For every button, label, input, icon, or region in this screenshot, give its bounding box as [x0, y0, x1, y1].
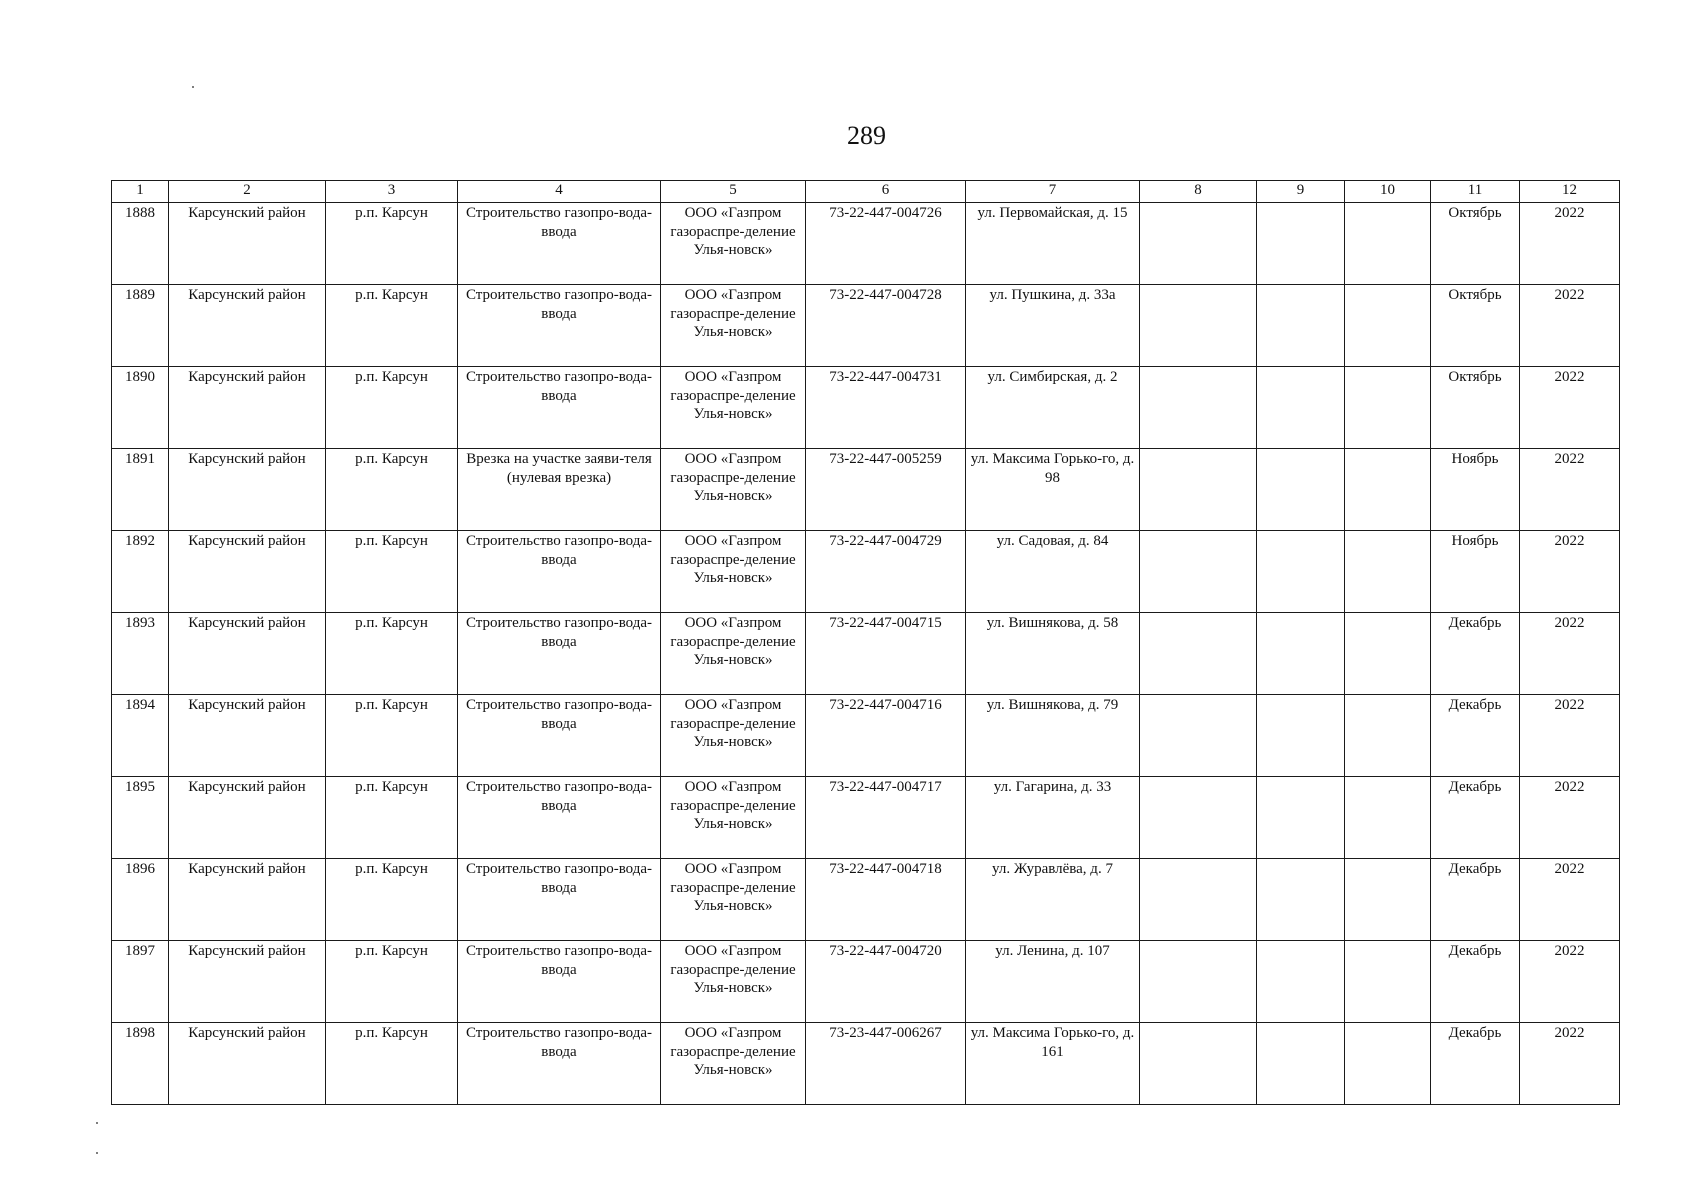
column-9-cell [1257, 941, 1345, 1023]
settlement-cell: р.п. Карсун [326, 695, 458, 777]
cadastral-number-cell: 73-22-447-004720 [806, 941, 966, 1023]
table-row [112, 777, 1620, 859]
column-10-cell [1345, 859, 1431, 941]
year-cell: 2022 [1520, 203, 1620, 285]
column-9-cell [1257, 203, 1345, 285]
column-header: 6 [806, 181, 966, 203]
address-cell: ул. Максима Горько-го, д. 98 [966, 449, 1140, 531]
month-cell: Декабрь [1431, 777, 1520, 859]
district-cell: Карсунский район [169, 531, 326, 613]
month-cell: Ноябрь [1431, 449, 1520, 531]
object-register-table [111, 180, 1620, 1105]
owner-cell: ООО «Газпром газораспре-деление Улья-новск» [661, 777, 806, 859]
year-cell: 2022 [1520, 777, 1620, 859]
column-8-cell [1140, 613, 1257, 695]
work-type-cell: Строительство газопро-вода-ввода [458, 777, 661, 859]
year-cell: 2022 [1520, 695, 1620, 777]
column-8-cell [1140, 1023, 1257, 1105]
column-9-cell [1257, 859, 1345, 941]
year-cell: 2022 [1520, 1023, 1620, 1105]
column-8-cell [1140, 695, 1257, 777]
cadastral-number-cell: 73-23-447-006267 [806, 1023, 966, 1105]
cadastral-number-cell: 73-22-447-004726 [806, 203, 966, 285]
table-row [112, 285, 1620, 367]
district-cell: Карсунский район [169, 695, 326, 777]
table-row [112, 203, 1620, 285]
month-cell: Октябрь [1431, 203, 1520, 285]
settlement-cell: р.п. Карсун [326, 941, 458, 1023]
settlement-cell: р.п. Карсун [326, 367, 458, 449]
month-cell: Декабрь [1431, 859, 1520, 941]
table-row [112, 367, 1620, 449]
address-cell: ул. Вишнякова, д. 58 [966, 613, 1140, 695]
owner-cell: ООО «Газпром газораспре-деление Улья-новск» [661, 367, 806, 449]
column-header: 9 [1257, 181, 1345, 203]
row-number-cell: 1888 [112, 203, 169, 285]
table-body [112, 203, 1620, 1105]
column-9-cell [1257, 1023, 1345, 1105]
column-header: 10 [1345, 181, 1431, 203]
column-9-cell [1257, 613, 1345, 695]
column-8-cell [1140, 449, 1257, 531]
row-number-cell: 1889 [112, 285, 169, 367]
settlement-cell: р.п. Карсун [326, 777, 458, 859]
cadastral-number-cell: 73-22-447-004731 [806, 367, 966, 449]
cadastral-number-cell: 73-22-447-004728 [806, 285, 966, 367]
month-cell: Декабрь [1431, 941, 1520, 1023]
column-10-cell [1345, 285, 1431, 367]
column-9-cell [1257, 777, 1345, 859]
cadastral-number-cell: 73-22-447-004718 [806, 859, 966, 941]
address-cell: ул. Журавлёва, д. 7 [966, 859, 1140, 941]
owner-cell: ООО «Газпром газораспре-деление Улья-новск» [661, 1023, 806, 1105]
scan-speck [96, 1152, 98, 1154]
row-number-cell: 1894 [112, 695, 169, 777]
owner-cell: ООО «Газпром газораспре-деление Улья-новск» [661, 531, 806, 613]
column-10-cell [1345, 449, 1431, 531]
column-8-cell [1140, 531, 1257, 613]
work-type-cell: Строительство газопро-вода-ввода [458, 531, 661, 613]
column-9-cell [1257, 449, 1345, 531]
column-10-cell [1345, 531, 1431, 613]
row-number-cell: 1890 [112, 367, 169, 449]
scan-speck [96, 1122, 98, 1124]
work-type-cell: Строительство газопро-вода-ввода [458, 1023, 661, 1105]
cadastral-number-cell: 73-22-447-004715 [806, 613, 966, 695]
year-cell: 2022 [1520, 449, 1620, 531]
year-cell: 2022 [1520, 285, 1620, 367]
row-number-cell: 1898 [112, 1023, 169, 1105]
table-row [112, 859, 1620, 941]
column-8-cell [1140, 941, 1257, 1023]
month-cell: Декабрь [1431, 695, 1520, 777]
column-header: 12 [1520, 181, 1620, 203]
month-cell: Октябрь [1431, 367, 1520, 449]
cadastral-number-cell: 73-22-447-004729 [806, 531, 966, 613]
table-row [112, 1023, 1620, 1105]
cadastral-number-cell: 73-22-447-005259 [806, 449, 966, 531]
work-type-cell: Строительство газопро-вода-ввода [458, 859, 661, 941]
row-number-cell: 1896 [112, 859, 169, 941]
district-cell: Карсунский район [169, 1023, 326, 1105]
work-type-cell: Врезка на участке заяви-теля (нулевая врезка) [458, 449, 661, 531]
address-cell: ул. Первомайская, д. 15 [966, 203, 1140, 285]
year-cell: 2022 [1520, 367, 1620, 449]
address-cell: ул. Ленина, д. 107 [966, 941, 1140, 1023]
row-number-cell: 1891 [112, 449, 169, 531]
column-8-cell [1140, 777, 1257, 859]
year-cell: 2022 [1520, 531, 1620, 613]
owner-cell: ООО «Газпром газораспре-деление Улья-новск» [661, 695, 806, 777]
work-type-cell: Строительство газопро-вода-ввода [458, 203, 661, 285]
owner-cell: ООО «Газпром газораспре-деление Улья-новск» [661, 859, 806, 941]
column-header: 11 [1431, 181, 1520, 203]
column-9-cell [1257, 367, 1345, 449]
work-type-cell: Строительство газопро-вода-ввода [458, 941, 661, 1023]
column-8-cell [1140, 859, 1257, 941]
row-number-cell: 1892 [112, 531, 169, 613]
column-10-cell [1345, 367, 1431, 449]
column-header: 2 [169, 181, 326, 203]
table-row [112, 449, 1620, 531]
table-row [112, 531, 1620, 613]
page-number: 289 [847, 121, 886, 150]
year-cell: 2022 [1520, 613, 1620, 695]
column-10-cell [1345, 695, 1431, 777]
address-cell: ул. Симбирская, д. 2 [966, 367, 1140, 449]
settlement-cell: р.п. Карсун [326, 449, 458, 531]
address-cell: ул. Пушкина, д. 33а [966, 285, 1140, 367]
settlement-cell: р.п. Карсун [326, 203, 458, 285]
district-cell: Карсунский район [169, 203, 326, 285]
district-cell: Карсунский район [169, 449, 326, 531]
address-cell: ул. Максима Горько-го, д. 161 [966, 1023, 1140, 1105]
owner-cell: ООО «Газпром газораспре-деление Улья-новск» [661, 449, 806, 531]
row-number-cell: 1893 [112, 613, 169, 695]
owner-cell: ООО «Газпром газораспре-деление Улья-новск» [661, 613, 806, 695]
settlement-cell: р.п. Карсун [326, 285, 458, 367]
row-number-cell: 1897 [112, 941, 169, 1023]
scan-speck [192, 86, 194, 88]
month-cell: Декабрь [1431, 1023, 1520, 1105]
work-type-cell: Строительство газопро-вода-ввода [458, 613, 661, 695]
column-10-cell [1345, 613, 1431, 695]
owner-cell: ООО «Газпром газораспре-деление Улья-новск» [661, 285, 806, 367]
work-type-cell: Строительство газопро-вода-ввода [458, 367, 661, 449]
column-header: 7 [966, 181, 1140, 203]
settlement-cell: р.п. Карсун [326, 859, 458, 941]
row-number-cell: 1895 [112, 777, 169, 859]
column-number-row [112, 181, 1620, 203]
district-cell: Карсунский район [169, 777, 326, 859]
year-cell: 2022 [1520, 859, 1620, 941]
settlement-cell: р.п. Карсун [326, 1023, 458, 1105]
table-row [112, 695, 1620, 777]
column-header: 4 [458, 181, 661, 203]
table-row [112, 613, 1620, 695]
month-cell: Октябрь [1431, 285, 1520, 367]
column-8-cell [1140, 367, 1257, 449]
column-header: 1 [112, 181, 169, 203]
district-cell: Карсунский район [169, 367, 326, 449]
settlement-cell: р.п. Карсун [326, 531, 458, 613]
column-9-cell [1257, 531, 1345, 613]
work-type-cell: Строительство газопро-вода-ввода [458, 695, 661, 777]
cadastral-number-cell: 73-22-447-004717 [806, 777, 966, 859]
column-10-cell [1345, 203, 1431, 285]
district-cell: Карсунский район [169, 859, 326, 941]
address-cell: ул. Гагарина, д. 33 [966, 777, 1140, 859]
column-header: 8 [1140, 181, 1257, 203]
month-cell: Ноябрь [1431, 531, 1520, 613]
district-cell: Карсунский район [169, 941, 326, 1023]
year-cell: 2022 [1520, 941, 1620, 1023]
column-10-cell [1345, 777, 1431, 859]
district-cell: Карсунский район [169, 285, 326, 367]
column-10-cell [1345, 941, 1431, 1023]
column-header: 3 [326, 181, 458, 203]
address-cell: ул. Садовая, д. 84 [966, 531, 1140, 613]
column-8-cell [1140, 203, 1257, 285]
month-cell: Декабрь [1431, 613, 1520, 695]
column-10-cell [1345, 1023, 1431, 1105]
cadastral-number-cell: 73-22-447-004716 [806, 695, 966, 777]
column-8-cell [1140, 285, 1257, 367]
owner-cell: ООО «Газпром газораспре-деление Улья-новск» [661, 203, 806, 285]
district-cell: Карсунский район [169, 613, 326, 695]
settlement-cell: р.п. Карсун [326, 613, 458, 695]
column-9-cell [1257, 285, 1345, 367]
table-row [112, 941, 1620, 1023]
column-header: 5 [661, 181, 806, 203]
address-cell: ул. Вишнякова, д. 79 [966, 695, 1140, 777]
work-type-cell: Строительство газопро-вода-ввода [458, 285, 661, 367]
column-9-cell [1257, 695, 1345, 777]
owner-cell: ООО «Газпром газораспре-деление Улья-новск» [661, 941, 806, 1023]
